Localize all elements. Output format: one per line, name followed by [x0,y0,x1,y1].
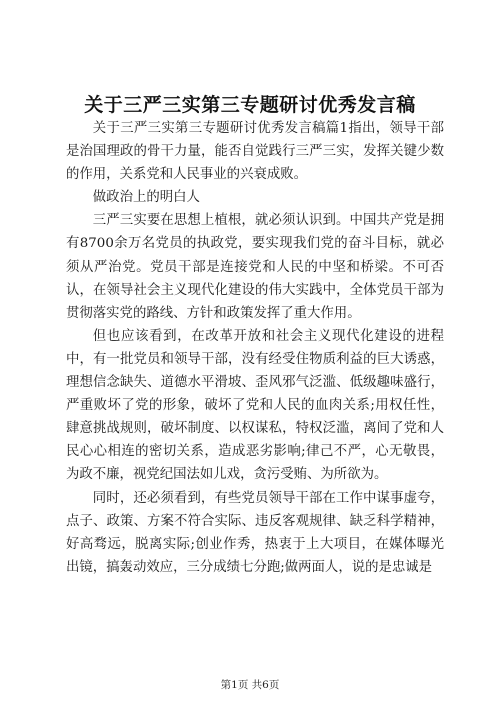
document-title: 关于三严三实第三专题研讨优秀发言稿 [84,94,416,116]
paragraph: 但也应该看到，在改革开放和社会主义现代化建设的进程中，有一批党员和领导干部，没有经受住物质利益的巨大诱惑，理想信念缺失、道德水平滑坡、歪风邪气泛滥、低级趣味盛行，严重败坏了党的形象，破坏了党和人民的血肉关系;用权任性，肆意挑战规则，破坏制度、以权谋私，特权泛滥，离间了党和人民心心相连的密切关系，造成恶劣影响;律己不严，心无敬畏，为政不廉，视党纪国法如儿戏，贪污受贿、为所欲为。 [66,328,444,483]
paragraph: 三严三实要在思想上植根，就必须认识到。中国共产党是拥有8700余万名党员的执政党，要实现我们党的奋斗目标，就必须从严治党。党员干部是连接党和人民的中坚和桥梁。不可否认，在领导社会主义现代化建设的伟大实践中，全体党员干部为贯彻落实党的路线、方针和政策发挥了重大作用。 [66,213,444,321]
document-body [66,117,444,579]
paragraph: 同时，还必须看到，有些党员领导干部在工作中谋事虚夸，点子、政策、方案不符合实际、违反客观规律、缺乏科学精神，好高骛远，脱离实际;创业作秀，热衷于上大项目，在媒体曝光出镜，搞轰动效应，三分成绩七分跑;做两面人，说的是忠诚是 [66,490,444,575]
paragraph: 关于三严三实第三专题研讨优秀发言稿篇1指出，领导干部是治国理政的骨干力量，能否自觉践行三严三实，发挥关键少数的作用，关系党和人民事业的兴衰成败。 [66,121,444,183]
page-footer: 第1页 共6页 [220,679,280,691]
section-heading: 做政治上的明白人 [92,190,200,206]
